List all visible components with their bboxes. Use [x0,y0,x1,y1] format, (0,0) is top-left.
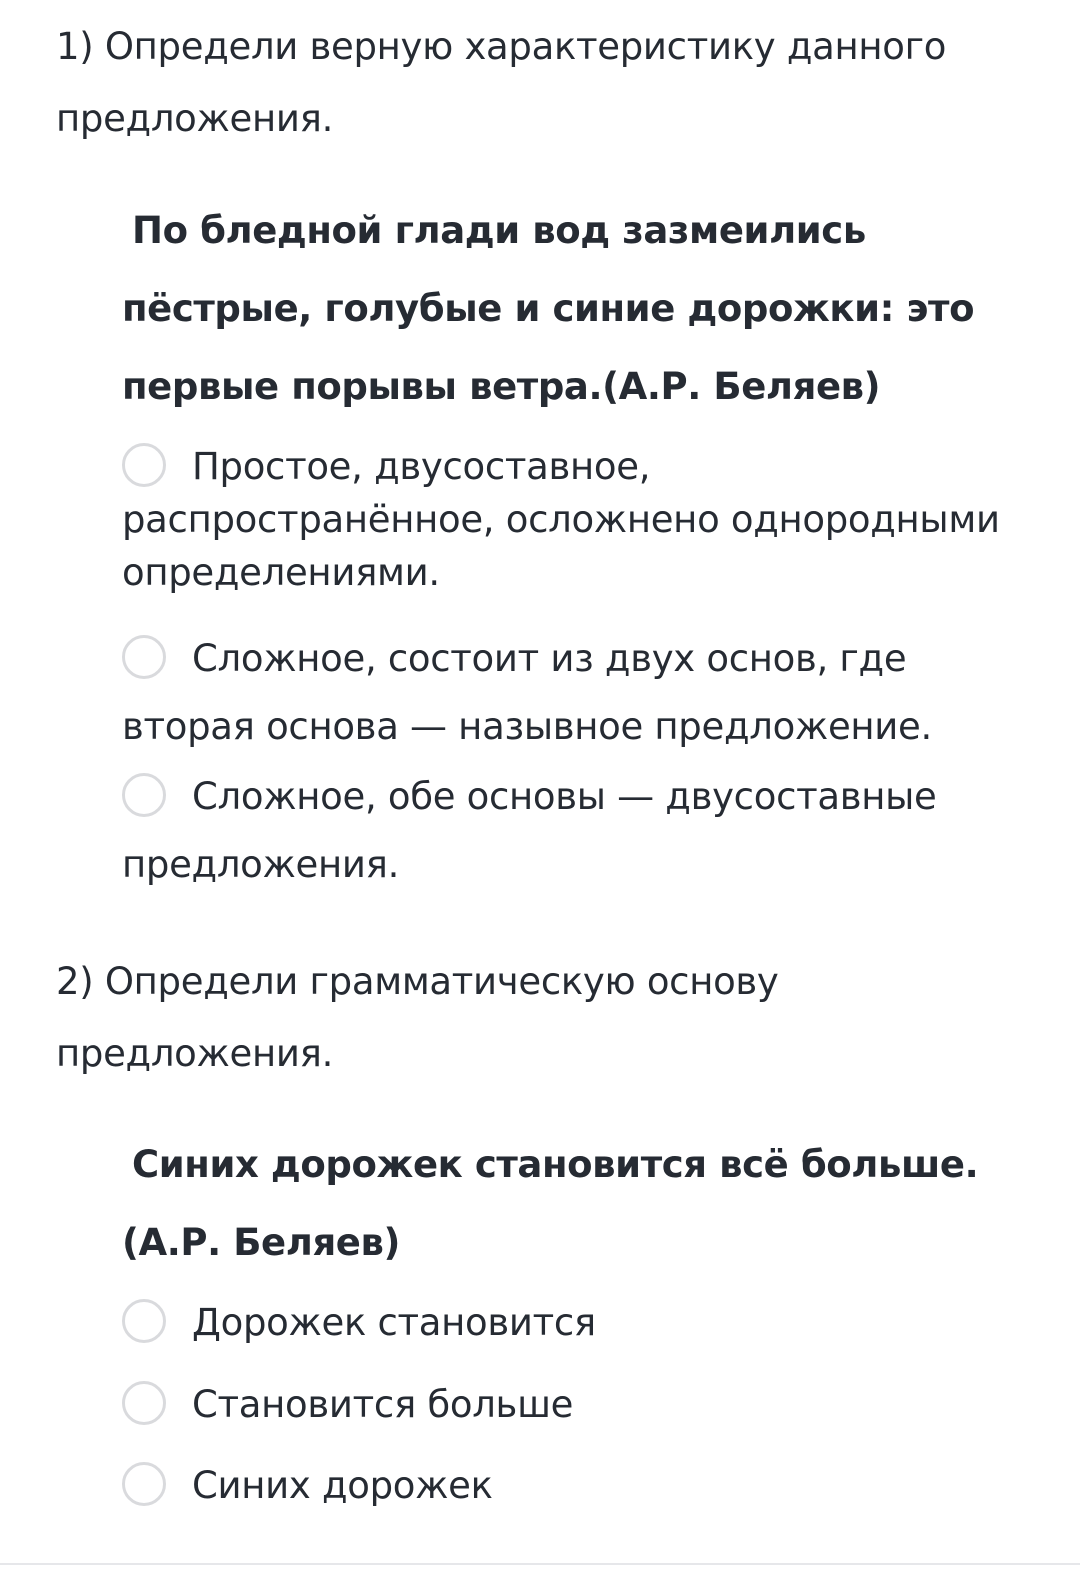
option-label: Простое, двусоставное, распространённое, осложнено однородными определениями. [122,445,1000,594]
question-1-sentence-line-2: пёстрые, голубые и синие дорожки: это [122,287,975,330]
question-1-sentence-line-1: По бледной глади вод зазмеились [132,209,866,252]
question-1-option-2[interactable] [122,625,1022,761]
option-label: Синих дорожек [192,1464,493,1507]
question-1-title: 1) Определи верную характеристику данного предложения. [56,25,947,140]
question-2-sentence [122,1126,1022,1282]
radio-button[interactable] [122,443,166,487]
radio-button[interactable] [122,1381,166,1425]
question-1-sentence [122,192,1022,426]
option-label: Становится больше [192,1383,574,1426]
option-label: Дорожек становится [192,1301,596,1344]
question-2-title: 2) Определи грамматическую основу предложения. [56,960,779,1075]
radio-button[interactable] [122,635,166,679]
question-2-sentence-line-2: (А.Р. Беляев) [122,1221,401,1264]
question-2-option-1[interactable] [122,1296,1022,1349]
bottom-divider [0,1563,1080,1565]
option-label: Сложное, обе основы — двусоставные предложения. [122,775,937,886]
option-label: Сложное, состоит из двух основ, где вторая основа — назывное предложение. [122,637,932,748]
question-1-option-3[interactable] [122,763,1022,899]
question-2-option-2[interactable] [122,1378,1022,1431]
question-2-sentence-line-1: Синих дорожек становится всё больше. [132,1143,979,1186]
question-1-sentence-line-3: первые порывы ветра.(А.Р. Беляев) [122,365,881,408]
question-2-option-3[interactable] [122,1459,1022,1512]
radio-button[interactable] [122,1299,166,1343]
radio-button[interactable] [122,1462,166,1506]
radio-button[interactable] [122,773,166,817]
question-1-option-1[interactable] [122,440,1022,599]
